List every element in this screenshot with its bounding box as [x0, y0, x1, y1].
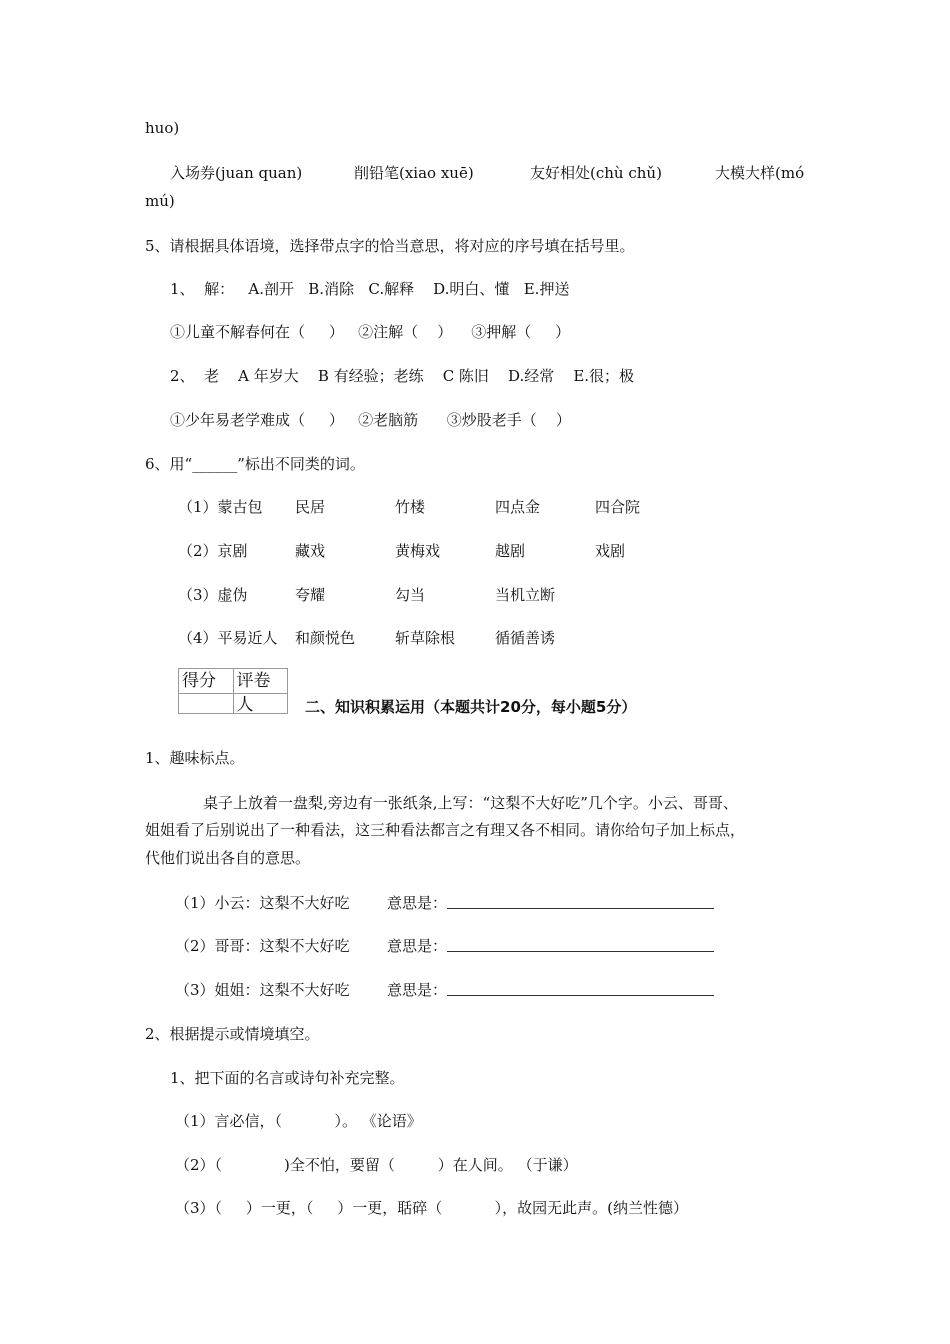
q5-item1: 1、 解： A.剖开 B.消除 C.解释 D.明白、懂 E.押送: [170, 280, 570, 298]
q5-item1-sub: ①儿童不解春何在（ ） ②注解（ ） ③押解（ ）: [170, 323, 571, 341]
word: 斩草除根: [395, 629, 456, 647]
s1-title: 1、趣味标点。: [145, 749, 245, 767]
grader-label: 评卷人: [233, 669, 288, 693]
word: （1）蒙古包: [178, 498, 263, 516]
meaning-label: 意思是：: [387, 937, 448, 955]
q5-item2: 2、 老 A 年岁大 B 有经验；老练 C 陈旧 D.经常 E.很；极: [170, 367, 635, 385]
score-box: [178, 668, 288, 714]
answer-row-2: [175, 936, 714, 956]
pinyin-item-1: 入场券(juan quan): [170, 164, 303, 182]
pinyin-tail-2: mú): [145, 192, 175, 210]
s1-para-line-1: 桌子上放着一盘梨,旁边有一张纸条,上写：“这梨不大好吃”几个字。小云、哥哥、: [203, 794, 738, 812]
word: 夸耀: [295, 586, 326, 604]
fill-line-2: （2）（ )全不怕，要留（ ）在人间。 （于谦）: [175, 1156, 578, 1174]
fill-line-3: （3）（ ）一更，（ ）一更，聒碎（ ），故园无此声。(纳兰性德）: [175, 1199, 689, 1217]
q6-row-2: [178, 541, 695, 561]
answer-row-1: [175, 893, 714, 913]
word: 民居: [295, 498, 326, 516]
answer-blank[interactable]: [447, 980, 714, 996]
answer-blank[interactable]: [447, 893, 714, 909]
grader-field[interactable]: [233, 694, 288, 713]
word: 和颜悦色: [295, 629, 356, 647]
word: （4）平易近人: [178, 629, 278, 647]
pinyin-item-3: 友好相处(chù chǔ): [530, 164, 662, 182]
answer-blank[interactable]: [447, 936, 714, 952]
pinyin-tail: huo): [145, 119, 180, 137]
answer-label: （3）姐姐：这梨不大好吃: [175, 981, 350, 999]
q6-row-4: [178, 628, 595, 648]
word: 勾当: [395, 586, 426, 604]
q5-title: 5、请根据具体语境，选择带点字的恰当意思，将对应的序号填在括号里。: [145, 237, 635, 255]
word: 循循善诱: [495, 629, 556, 647]
s2-sub: 1、把下面的名言或诗句补充完整。: [170, 1069, 405, 1087]
pinyin-item-2: 削铅笔(xiao xuē): [354, 164, 474, 182]
score-label: 得分: [182, 671, 216, 691]
answer-label: （1）小云：这梨不大好吃: [175, 894, 350, 912]
s2-title: 2、根据提示或情境填空。: [145, 1025, 320, 1043]
q6-row-1: [178, 497, 695, 517]
q6-row-3: [178, 585, 595, 605]
answer-row-3: [175, 980, 714, 1000]
word: 竹楼: [395, 498, 426, 516]
q6-title: 6、用“______”标出不同类的词。: [145, 455, 365, 473]
word: 四合院: [595, 498, 641, 516]
word: 戏剧: [595, 542, 626, 560]
answer-label: （2）哥哥：这梨不大好吃: [175, 937, 350, 955]
fill-line-1: （1）言必信，（ ）。 《论语》: [175, 1112, 422, 1130]
s1-para-line-2: 姐姐看了后别说出了一种看法，这三种看法都言之有理又各不相同。请你给句子加上标点，: [145, 821, 746, 839]
word: （2）京剧: [178, 542, 248, 560]
word: （3）虚伪: [178, 586, 248, 604]
meaning-label: 意思是：: [387, 981, 448, 999]
score-field[interactable]: [179, 694, 233, 713]
word: 四点金: [495, 498, 541, 516]
section-2-title: 二、知识积累运用（本题共计20分，每小题5分）: [305, 698, 637, 716]
q5-item2-sub: ①少年易老学难成（ ） ②老脑筋 ③炒股老手（ ）: [170, 411, 571, 429]
word: 越剧: [495, 542, 526, 560]
s1-para-line-3: 代他们说出各自的意思。: [145, 849, 311, 867]
word: 黄梅戏: [395, 542, 441, 560]
meaning-label: 意思是：: [387, 894, 448, 912]
word: 藏戏: [295, 542, 326, 560]
pinyin-item-4: 大模大样(mó: [715, 164, 805, 182]
word: 当机立断: [495, 586, 556, 604]
